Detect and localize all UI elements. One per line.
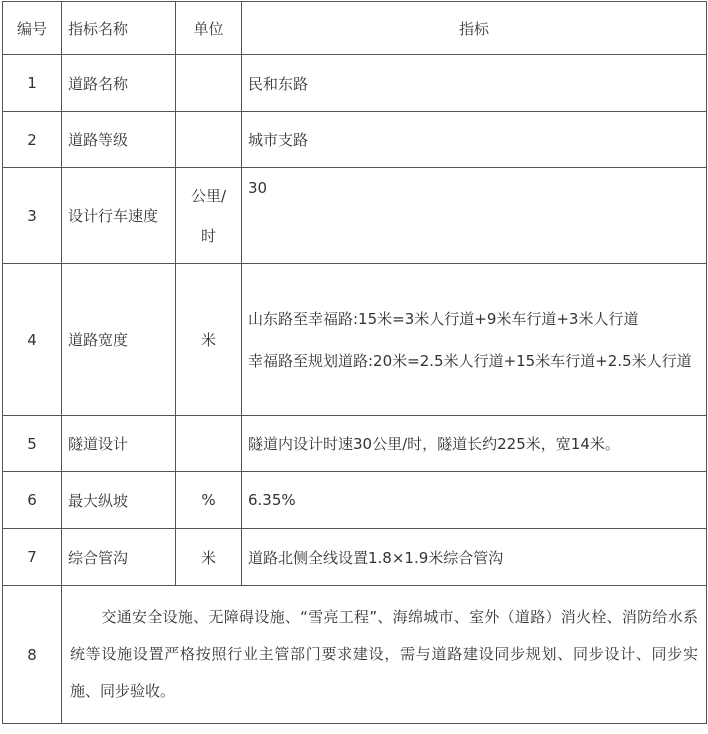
unit-line: 时	[200, 226, 216, 245]
row-no: 5	[3, 416, 62, 472]
row-value: 隧道内设计时速30公里/时，隧道长约225米，宽14米。	[242, 416, 707, 472]
row-no: 1	[3, 55, 62, 112]
table-header-row	[3, 2, 707, 55]
row-unit	[176, 416, 242, 472]
table-row	[3, 416, 707, 472]
header-name: 指标名称	[62, 2, 176, 55]
value-line: 山东路至幸福路:15米=3米人行道+9米车行道+3米人行道	[248, 309, 639, 328]
row-value: 道路北侧全线设置1.8×1.9米综合管沟	[242, 529, 707, 586]
table-row	[3, 472, 707, 529]
row-value: 30	[242, 168, 707, 264]
row-no: 3	[3, 168, 62, 264]
table-row	[3, 529, 707, 586]
header-unit: 单位	[176, 2, 242, 55]
row-unit: %	[176, 472, 242, 529]
row-value: 民和东路	[242, 55, 707, 112]
unit-line: 公里/	[190, 186, 227, 205]
row-no: 4	[3, 264, 62, 416]
row-no: 7	[3, 529, 62, 586]
value-line: 幸福路至规划道路:20米=2.5米人行道+15米车行道+2.5米人行道	[248, 351, 692, 370]
row-name: 道路等级	[62, 112, 176, 168]
table-row	[3, 112, 707, 168]
row-unit	[176, 55, 242, 112]
row-unit	[176, 168, 242, 264]
table-row	[3, 586, 707, 724]
table-row	[3, 264, 707, 416]
header-value: 指标	[242, 2, 707, 55]
row-value: 城市支路	[242, 112, 707, 168]
row-name: 隧道设计	[62, 416, 176, 472]
header-no: 编号	[3, 2, 62, 55]
row-name: 综合管沟	[62, 529, 176, 586]
table-row	[3, 55, 707, 112]
road-spec-table	[2, 1, 707, 724]
merged-note: 交通安全设施、无障碍设施、“雪亮工程”、海绵城市、室外（道路）消火栓、消防给水系统等设施设置严格按照行业主管部门要求建设，需与道路建设同步规划、同步设计、同步实施、同步验收。	[62, 586, 707, 724]
row-unit	[176, 112, 242, 168]
row-name: 设计行车速度	[62, 168, 176, 264]
table-row	[3, 168, 707, 264]
row-value: 6.35%	[242, 472, 707, 529]
row-name: 道路宽度	[62, 264, 176, 416]
row-name: 道路名称	[62, 55, 176, 112]
row-value	[242, 264, 707, 416]
row-no: 8	[3, 586, 62, 724]
row-name: 最大纵坡	[62, 472, 176, 529]
row-unit: 米	[176, 264, 242, 416]
row-unit: 米	[176, 529, 242, 586]
row-no: 6	[3, 472, 62, 529]
row-no: 2	[3, 112, 62, 168]
